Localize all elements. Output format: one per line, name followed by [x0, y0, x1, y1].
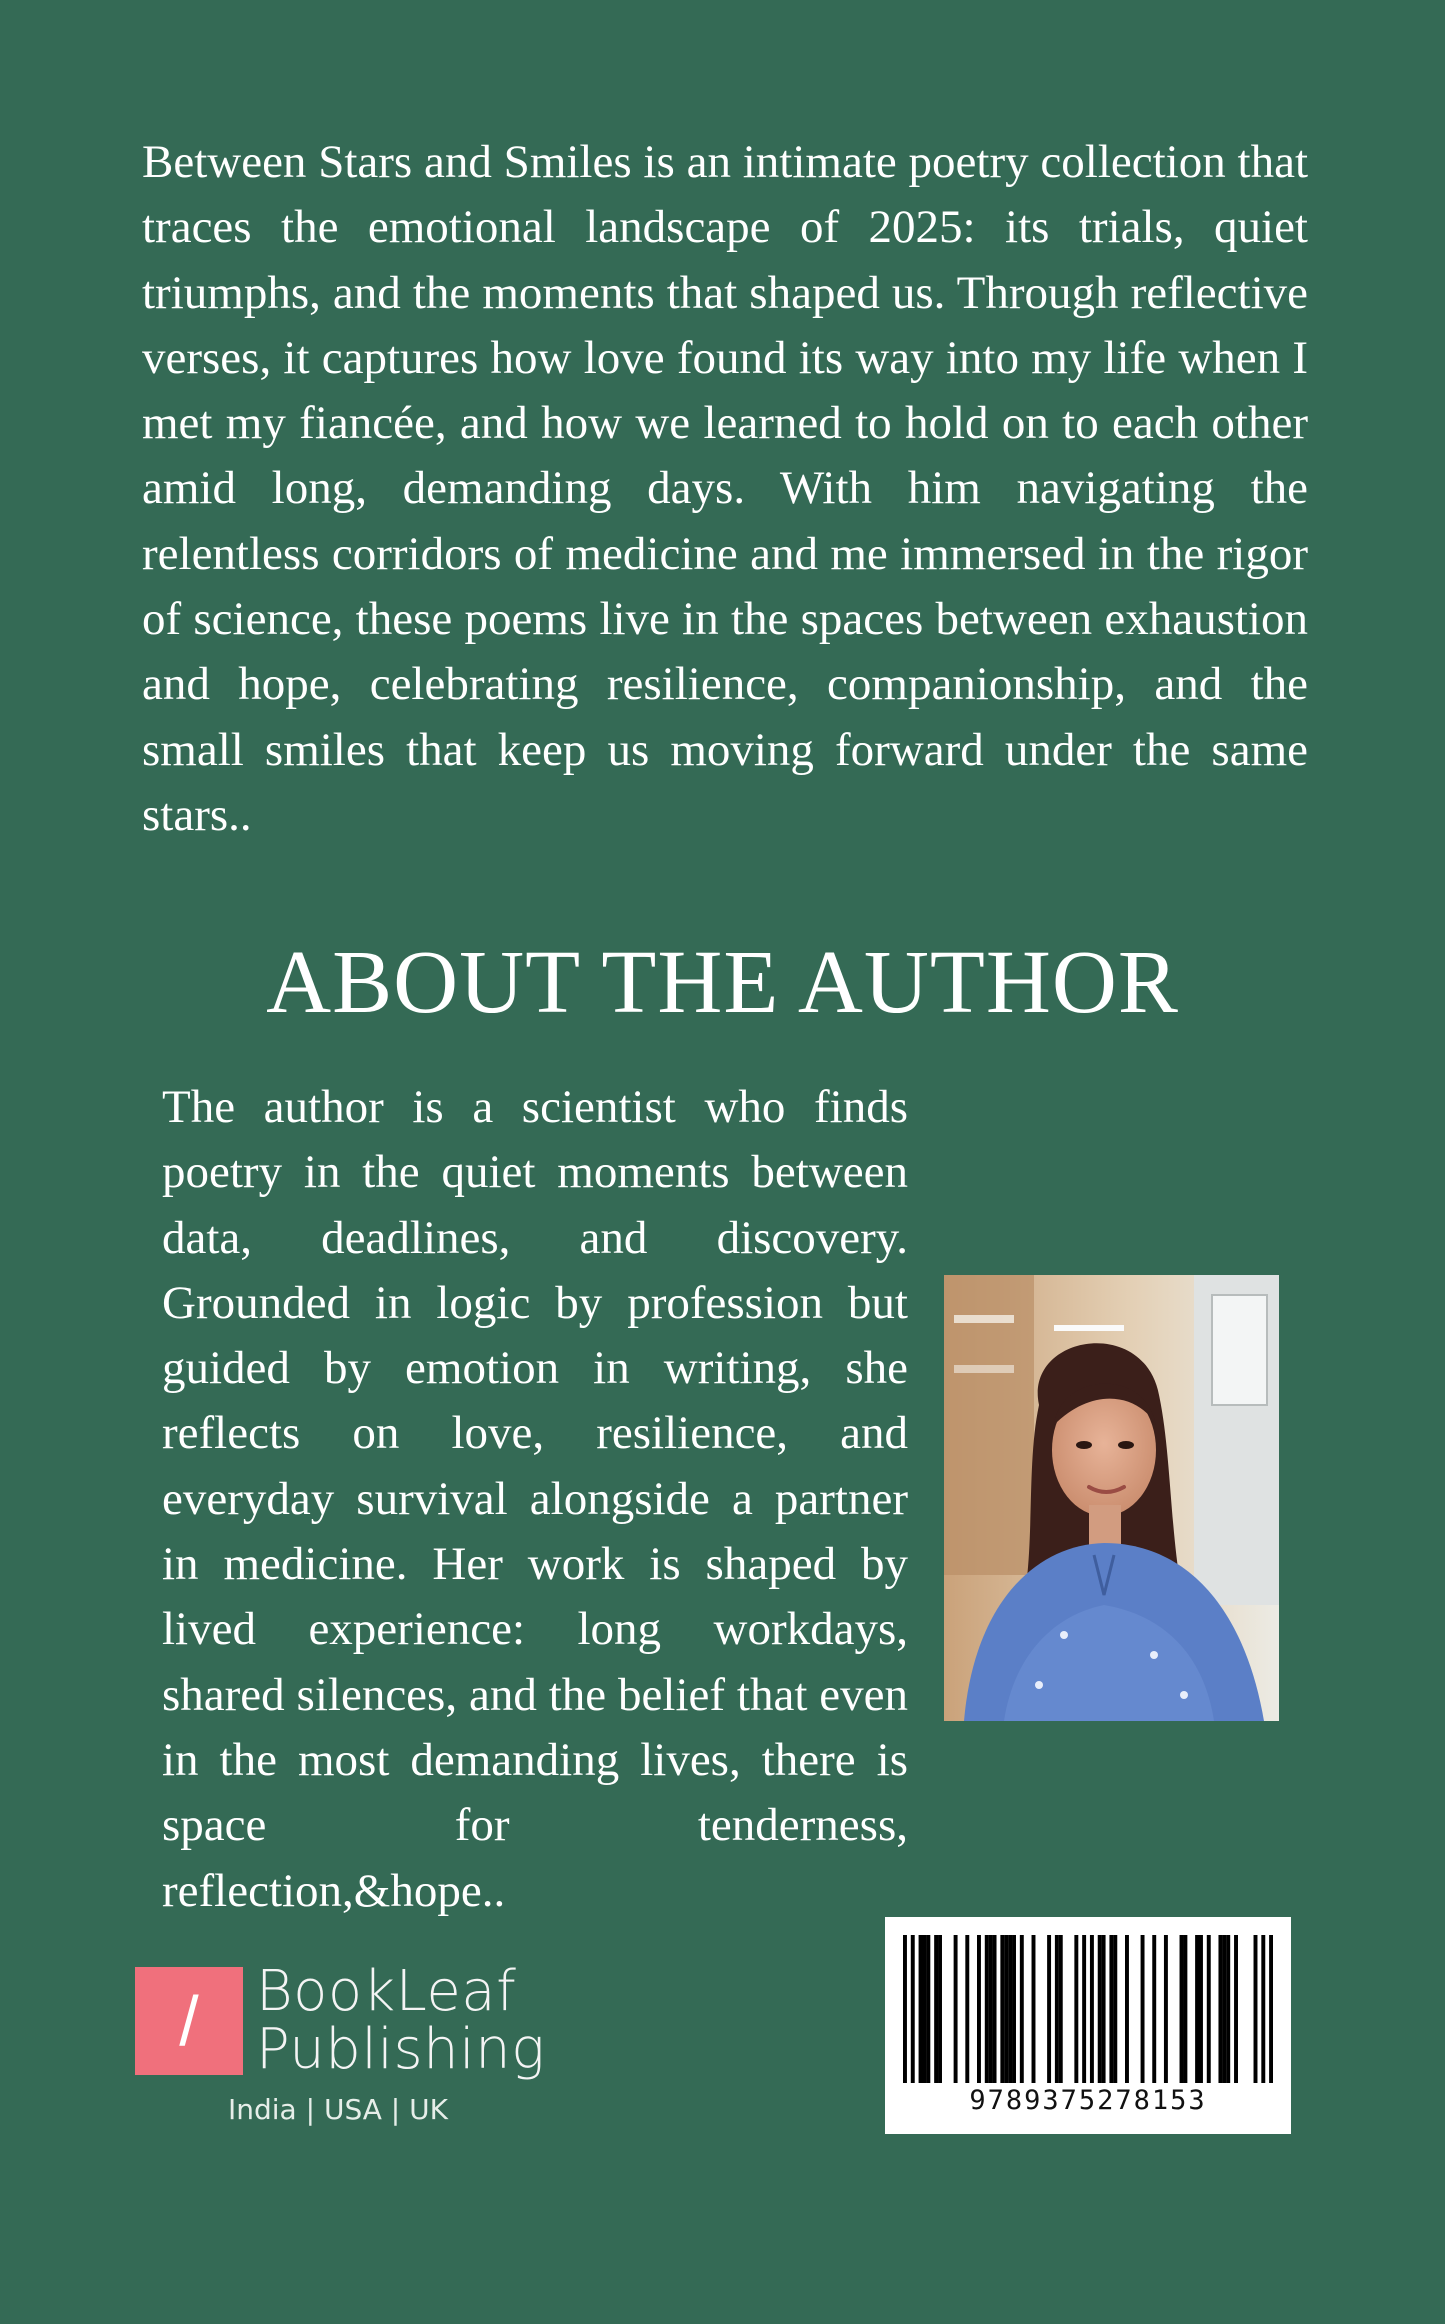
publisher-regions: India | USA | UK	[228, 2093, 448, 2126]
barcode-bar	[1055, 1935, 1059, 2083]
publisher-name	[256, 1959, 546, 2082]
barcode-bar	[1032, 1935, 1036, 2083]
barcode-bar	[1195, 1935, 1199, 2083]
barcode-bar	[911, 1935, 915, 2083]
publisher-mark-glyph: /	[179, 1982, 199, 2060]
barcode-bar	[1020, 1935, 1024, 2083]
barcode-bar	[1082, 1935, 1086, 2083]
barcode-bar	[993, 1935, 997, 2083]
barcode-bar	[1218, 1935, 1222, 2083]
about-the-author-heading: ABOUT THE AUTHOR	[266, 933, 1179, 1032]
author-bio: The author is a scientist who finds poetry in the quiet moments between data, deadlines, and discovery. Grounded in logic by profession but guided by emotion in writing, she reflects on love, resilience, and everyday survival alongside a partner in medicine. Her work is shaped by lived experience: long workdays, shared silences, and the belief that even in the most demanding lives, there is space for tenderness, reflection,&hope..	[162, 1081, 908, 1917]
publisher-mark-icon	[135, 1967, 243, 2075]
barcode-bar	[1207, 1935, 1211, 2083]
author-photo	[944, 1275, 1279, 1721]
barcode-bar	[1059, 1935, 1063, 2083]
barcode-bar	[1113, 1935, 1117, 2083]
barcode-bar	[1074, 1935, 1078, 2083]
publisher-logo	[135, 1959, 555, 2133]
barcode-bar	[1164, 1935, 1168, 2083]
barcode-bars-icon	[903, 1935, 1273, 2083]
barcode-bar	[926, 1935, 930, 2083]
barcode-bar	[919, 1935, 923, 2083]
barcode-bar	[977, 1935, 981, 2083]
barcode-bar	[1180, 1935, 1184, 2083]
barcode-bar	[1141, 1935, 1145, 2083]
isbn-number: 9789375278153	[969, 2085, 1207, 2116]
barcode-bar	[954, 1935, 958, 2083]
barcode-bar	[1269, 1935, 1273, 2083]
barcode-bar	[1008, 1935, 1012, 2083]
isbn-barcode	[885, 1917, 1291, 2134]
barcode-bar	[903, 1935, 907, 2083]
barcode-bar	[1109, 1935, 1113, 2083]
barcode-bar	[934, 1935, 938, 2083]
barcode-bar	[938, 1935, 942, 2083]
barcode-bar	[1000, 1935, 1004, 2083]
barcode-bar	[1226, 1935, 1230, 2083]
barcode-bar	[1098, 1935, 1102, 2083]
barcode-bar	[1254, 1935, 1258, 2083]
publisher-name-line1: BookLeaf	[256, 1959, 517, 2024]
barcode-bar	[922, 1935, 926, 2083]
publisher-name-line2: Publishing	[256, 2017, 546, 2082]
barcode-bar	[1152, 1935, 1156, 2083]
barcode-bar	[1090, 1935, 1094, 2083]
barcode-bar	[989, 1935, 993, 2083]
barcode-bar	[1012, 1935, 1016, 2083]
barcode-bar	[1047, 1935, 1051, 2083]
book-blurb: Between Stars and Smiles is an intimate poetry collection that traces the emotional landscape of 2025: its trials, quiet triumphs, and the moments that shaped us. Through reflective verses, it captures how love found its way into my life when I met my fiancée, and how we learned to hold on to each other amid long, demanding days. With him navigating the relentless corridors of medicine and me immersed in the rigor of science, these poems live in the spaces between exhaustion and hope, celebrating resilience, companionship, and the small smiles that keep us moving forward under the same stars..	[142, 136, 1308, 841]
barcode-bar	[1199, 1935, 1203, 2083]
barcode-bar	[985, 1935, 989, 2083]
barcode-bar	[1102, 1935, 1106, 2083]
barcode-bar	[1004, 1935, 1008, 2083]
barcode-bar	[1222, 1935, 1226, 2083]
barcode-bar	[1234, 1935, 1238, 2083]
barcode-bar	[1183, 1935, 1187, 2083]
barcode-bar	[1261, 1935, 1265, 2083]
barcode-bar	[1125, 1935, 1129, 2083]
barcode-bar	[965, 1935, 969, 2083]
